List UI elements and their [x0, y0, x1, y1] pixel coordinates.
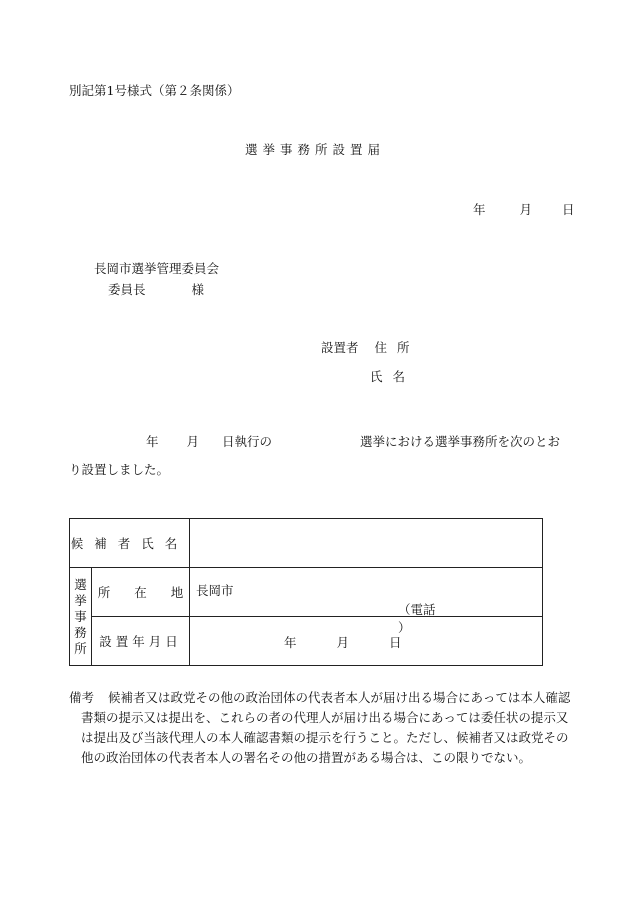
addressee-honorific: 様 [191, 282, 205, 297]
date-year-label: 年 [473, 202, 486, 217]
location-field[interactable] [190, 568, 543, 635]
election-office-vertical-label [70, 568, 92, 666]
body-text-line-1 [146, 432, 560, 450]
date-day-label: 日 [562, 202, 575, 217]
candidate-name-field[interactable] [190, 519, 543, 568]
setter-address-row [321, 338, 420, 356]
note-label: 備考 [69, 690, 95, 705]
vertical-char: 挙 [74, 592, 87, 608]
submission-date [473, 200, 575, 218]
location-label-part: 所 [97, 585, 111, 600]
note-line: は提出及び当該代理人の本人確認書類の提示を行うこと。ただし、候補者又は政党その [81, 730, 569, 745]
location-label [92, 568, 190, 617]
location-label-part: 地 [170, 585, 184, 600]
vertical-char: 選 [74, 576, 87, 592]
vertical-char: 所 [74, 640, 87, 656]
table-row [70, 617, 543, 666]
vertical-char: 事 [74, 608, 87, 624]
body-month: 月 [186, 434, 200, 449]
document-title: 選挙事務所設置届 [244, 142, 385, 157]
remarks-note [69, 688, 571, 768]
table-row [70, 519, 543, 568]
telephone-close-paren: ） [398, 620, 411, 635]
addressee-organization: 長岡市選挙管理委員会 [94, 261, 220, 276]
candidate-name-label: 候補者氏名 [70, 519, 190, 568]
note-line: 書類の提示又は提出を、これらの者の代理人が届け出る場合にあっては委任状の提示又 [81, 710, 569, 725]
table-row [70, 568, 543, 617]
date-month-label: 月 [519, 202, 533, 217]
note-line [69, 688, 571, 708]
setup-date-values [284, 633, 402, 651]
note-line-text: 候補者又は政党その他の政治団体の代表者本人が届け出る場合にあっては本人確認 [108, 690, 571, 705]
body-text-line-2: り設置しました。 [69, 462, 170, 477]
setup-month: 月 [336, 635, 350, 650]
setter-name-label: 氏名 [370, 369, 416, 384]
note-line: 他の政治団体の代表者本人の署名その他の措置がある場合は、この限りでない。 [81, 750, 532, 765]
setter-role-label: 設置者 [321, 340, 359, 355]
vertical-char: 務 [74, 624, 87, 640]
location-city: 長岡市 [196, 583, 234, 598]
form-number-label: 別記第1号様式（第２条関係） [69, 83, 240, 98]
setter-address-label: 住所 [374, 340, 420, 355]
body-day-execution: 日執行の [222, 434, 273, 449]
body-year: 年 [146, 434, 159, 449]
telephone-open-label: （電話 [398, 602, 436, 617]
addressee-title [108, 280, 204, 298]
setup-date-field[interactable] [190, 617, 543, 666]
office-info-table [69, 518, 543, 666]
setup-day: 日 [389, 635, 402, 650]
setup-year: 年 [284, 635, 297, 650]
location-label-part: 在 [134, 585, 147, 600]
setup-date-label: 設置年月日 [92, 617, 190, 666]
body-middle: 選挙における選挙事務所を次のとお [360, 434, 561, 449]
addressee-title-text: 委員長 [108, 282, 146, 297]
